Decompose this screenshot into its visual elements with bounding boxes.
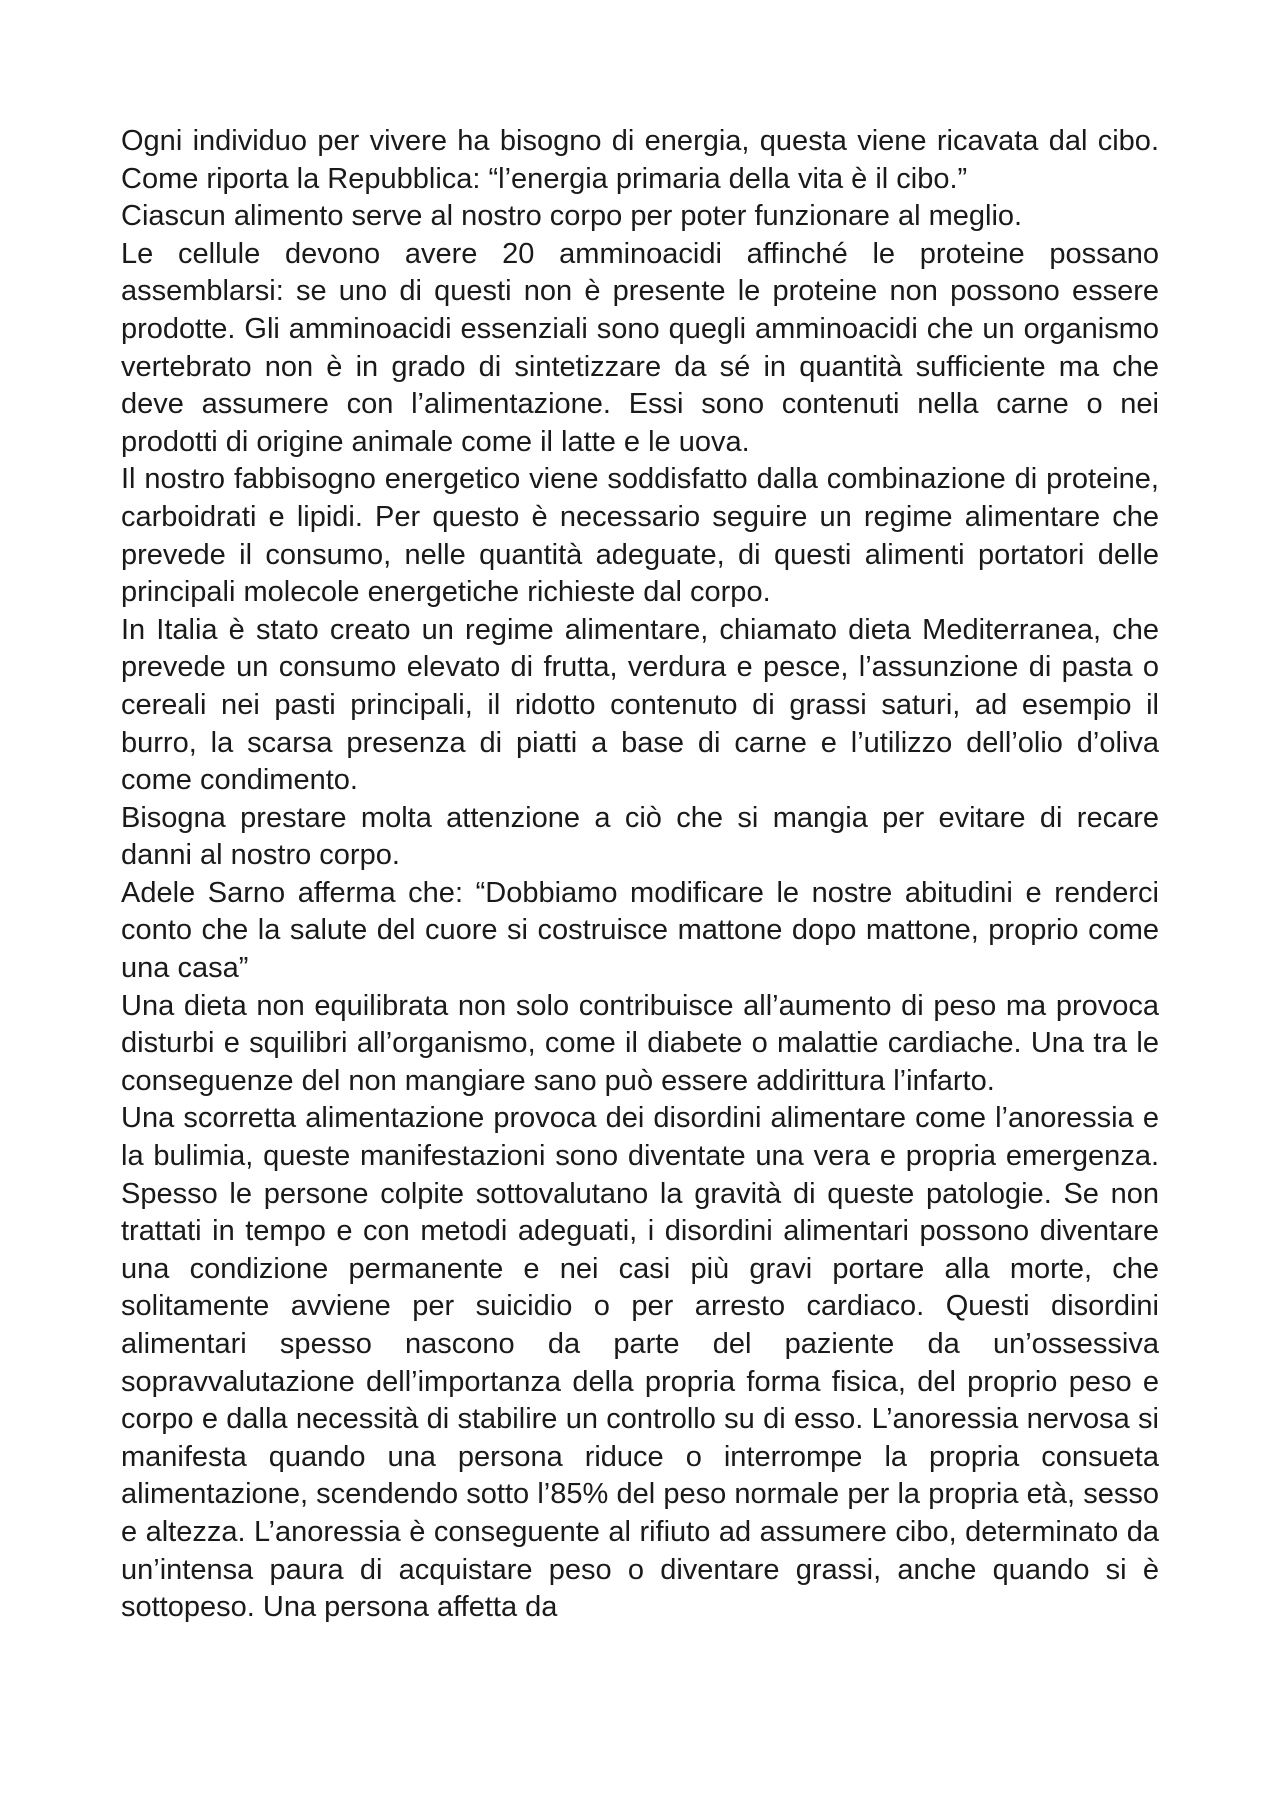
paragraph-energy: Ogni individuo per vivere ha bisogno di energia, questa viene ricavata dal cibo. Come riporta la Repubblica: “l’energia primaria della vita è il cibo.” [121, 125, 1159, 195]
paragraph-attention: Bisogna prestare molta attenzione a ciò che si mangia per evitare di recare danni al nostro corpo. [121, 801, 1159, 872]
paragraph-unbalanced-diet: Una dieta non equilibrata non solo contribuisce all’aumento di peso ma provoca disturbi e squilibri all’organismo, come il diabete o malattie cardiache. Una tra le conseguenze del non mangiare sano può essere addirittura l’infarto. [121, 989, 1159, 1097]
paragraph-food-function: Ciascun alimento serve al nostro corpo per poter funzionare al meglio. [121, 200, 1023, 233]
paragraph-eating-disorders: Una scorretta alimentazione provoca dei disordini alimentare come l’anoressia e la bulimia, queste manifestazioni sono diventate una vera e propria emergenza. Spesso le persone colpite sottovalutano la gravità di queste patologie. Se non trattati in tempo e con metodi adeguati, i disordini alimentari possono diventare una condizione permanente e nei casi più gravi portare alla morte, che solitamente avviene per suicidio o per arresto cardiaco. Questi disordini alimentari spesso nascono da parte del paziente da un’ossessiva sopravvalutazione dell’importanza della propria forma fisica, del proprio peso e corpo e dalla necessità di stabilire un controllo su di esso. L’anoressia nervosa si manifesta quando una persona riduce o interrompe la propria consueta alimentazione, scendendo sotto l’85% del peso normale per la propria età, sesso e altezza. L’anoressia è conseguente al rifiuto ad assumere cibo, determinato da un’intensa paura di acquistare peso o diventare grassi, anche quando si è sottopeso. Una persona affetta da [121, 1102, 1159, 1624]
paragraph-amino-acids: Le cellule devono avere 20 amminoacidi affinché le proteine possano assemblarsi: se uno di questi non è presente le proteine non possono essere prodotte. Gli amminoacidi essenziali sono quegli amminoacidi che un organismo vertebrato non è in grado di sintetizzare da sé in quantità sufficiente ma che deve assumere con l’alimentazione. Essi sono contenuti nella carne o nei prodotti di origine animale come il latte e le uova. [121, 237, 1159, 458]
paragraph-mediterranean-diet: In Italia è stato creato un regime alimentare, chiamato dieta Mediterranea, che prevede un consumo elevato di frutta, verdura e pesce, l’assunzione di pasta o cereali nei pasti principali, il ridotto contenuto di grassi saturi, ad esempio il burro, la scarsa presenza di piatti a base di carne e l’utilizzo dell’olio d’oliva come condimento. [121, 613, 1159, 797]
body-text [121, 123, 1159, 1627]
paragraph-quote-sarno: Adele Sarno afferma che: “Dobbiamo modificare le nostre abitudini e renderci conto che la salute del cuore si costruisce mattone dopo mattone, proprio come una casa” [121, 876, 1159, 985]
paragraph-energy-needs: Il nostro fabbisogno energetico viene soddisfatto dalla combinazione di proteine, carboidrati e lipidi. Per questo è necessario seguire un regime alimentare che prevede il consumo, nelle quantità adeguate, di questi alimenti portatori delle principali molecole energetiche richieste dal corpo. [121, 463, 1159, 609]
